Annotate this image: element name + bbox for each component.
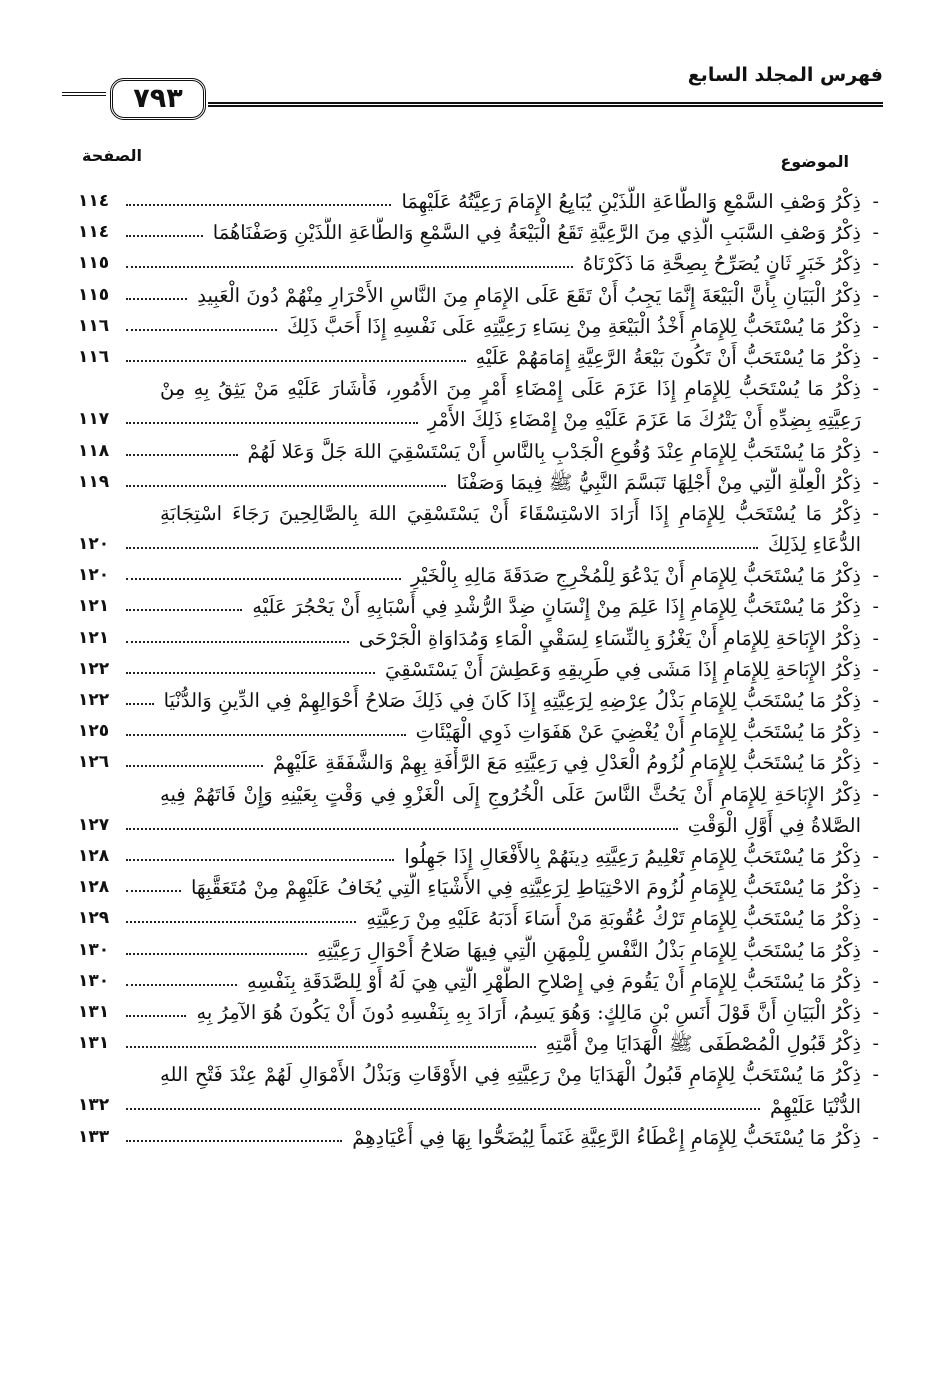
entry-text: ذِكْرُ مَا يُسْتَحَبُّ لِلإِمَامِ تَرْكُ عُقُوبَةِ مَنْ أَسَاءَ أَدَبَهُ عَلَيْهِ مِنْ رَعِيَّتِهِ bbox=[366, 907, 861, 931]
dot-leader bbox=[126, 454, 238, 456]
entry-text: ذِكْرُ مَا يُسْتَحَبُّ لِلإِمَامِ قَبُولُ الْهَدَايَا مِنْ رَعِيَّتِهِ فِي الأَوْقَاتِ وَبَذْلُ الأَمْوَالِ لَهُمْ عِنْدَ فَتْحِ اللهِ الدُّنْيَا عَلَيْهِمْ bbox=[160, 1063, 861, 1118]
entry-bullet: - bbox=[872, 378, 879, 400]
index-entry bbox=[0, 311, 941, 342]
index-entry bbox=[0, 186, 941, 217]
entry-page-number: ١١٦ bbox=[78, 346, 110, 367]
entry-text: ذِكْرُ الْبَيَانِ بِأَنَّ الْبَيْعَةَ إِنَّمَا يَجِبُ أَنْ تَقَعَ عَلَى الإِمَامِ مِنَ النَّاسِ الأَحْرَارِ مِنْهُمْ دُونَ الْعَبِيدِ bbox=[197, 283, 861, 307]
entry-text: ذِكْرُ مَا يُسْتَحَبُّ لِلإِمَامِ إِعْطَاءُ الرَّعِيَّةِ غَنَماً لِيُضَحُّوا بِهَا فِي أَعْيَادِهِمْ bbox=[352, 1125, 861, 1149]
entry-page-number: ١٢٩ bbox=[78, 908, 110, 929]
entry-text: ذِكْرُ مَا يُسْتَحَبُّ لِلإِمَامِ إِذَا أَرَادَ الاسْتِسْقَاءَ أَنْ يَسْتَسْقِيَ اللهَ بِالصَّالِحِينَ رَجَاءَ اسْتِجَابَةِ الدُّعَاءِ لِذَلِكَ bbox=[160, 501, 861, 557]
entry-text: ذِكْرُ الْعِلَّةِ الَّتِي مِنْ أَجْلِهَا تَبَسَّمَ النَّبِيُّ ﷺ فِيمَا وَصَفْنَا bbox=[456, 470, 861, 494]
dot-leader bbox=[126, 921, 356, 923]
entry-page-number: ١٣٢ bbox=[78, 1095, 110, 1116]
entry-page-number: ١٣١ bbox=[78, 1001, 110, 1022]
entry-text: ذِكْرُ مَا يُسْتَحَبُّ أَنْ تَكُونَ بَيْعَةُ الرَّعِيَّةِ إِمَامَهُمْ عَلَيْهِ bbox=[475, 345, 861, 369]
entry-page-number: ١١٧ bbox=[78, 409, 110, 430]
index-entry bbox=[0, 373, 941, 435]
entry-page-number: ١١٥ bbox=[78, 253, 110, 274]
dot-leader bbox=[126, 734, 406, 736]
dot-leader bbox=[126, 204, 391, 206]
entry-bullet: - bbox=[872, 191, 879, 212]
dot-leader bbox=[126, 547, 758, 549]
index-entry bbox=[0, 966, 941, 997]
entry-bullet: - bbox=[872, 222, 879, 244]
dot-leader bbox=[126, 329, 277, 331]
index-entry bbox=[0, 498, 941, 560]
entry-page-number: ١٢٨ bbox=[78, 877, 110, 898]
entry-page-number: ١٢٦ bbox=[78, 752, 110, 773]
dot-leader bbox=[126, 765, 263, 767]
dot-leader bbox=[126, 984, 237, 986]
entry-bullet: - bbox=[872, 565, 879, 587]
index-entry bbox=[0, 1122, 941, 1153]
index-entries bbox=[0, 186, 941, 1153]
entry-bullet: - bbox=[872, 783, 879, 805]
index-entry bbox=[0, 654, 941, 685]
entry-bullet: - bbox=[872, 845, 879, 867]
index-entry bbox=[0, 1059, 941, 1121]
index-entry bbox=[0, 841, 941, 872]
entry-bullet: - bbox=[872, 1064, 879, 1086]
index-entry bbox=[0, 248, 941, 279]
entry-text: ذِكْرُ مَا يُسْتَحَبُّ لِلإِمَامِ لُزُومَ الاحْتِيَاطِ لِرَعِيَّتِهِ فِي الأَشْيَاءِ الَّتِي يُخَافُ عَلَيْهِمْ مِنْ مُتَعَقَّبِهَا bbox=[190, 876, 861, 900]
index-entry bbox=[0, 997, 941, 1028]
entry-page-number: ١٣١ bbox=[78, 1033, 110, 1054]
entry-page-number: ١٢٢ bbox=[78, 658, 110, 679]
entry-page-number: ١١٤ bbox=[78, 191, 110, 211]
dot-leader bbox=[126, 422, 418, 424]
entry-page-number: ١٣٣ bbox=[78, 1126, 110, 1147]
index-entry bbox=[0, 779, 941, 841]
entry-text: ذِكْرُ مَا يُسْتَحَبُّ لِلإِمَامِ عِنْدَ وُقُوعِ الْجَدْبِ بِالنَّاسِ أَنْ يَسْتَسْقِيَ اللهَ جَلَّ وَعَلا لَهُمْ bbox=[247, 439, 861, 463]
entry-text: ذِكْرُ مَا يُسْتَحَبُّ لِلإِمَامِ لُزُومُ الْعَدْلِ فِي رَعِيَّتِهِ مَعَ الرَّأْفَةِ بِهِمْ وَالشَّفَقَةِ عَلَيْهِمْ bbox=[272, 751, 861, 775]
entry-text: ذِكْرُ مَا يُسْتَحَبُّ لِلإِمَامِ تَعْلِيمُ رَعِيَّتِهِ دِينَهُمْ بِالأَفْعَالِ إِذَا جَهِلُوا bbox=[404, 844, 861, 868]
entry-page-number: ١٢٥ bbox=[78, 721, 110, 742]
entry-text: ذِكْرُ مَا يُسْتَحَبُّ لِلإِمَامِ أَنْ يَدْعُوَ لِلْمُخْرِجِ صَدَقَةَ مَالِهِ بِالْخَيْرِ bbox=[411, 564, 861, 588]
dot-leader bbox=[126, 1046, 536, 1048]
entry-page-number: ١٢٠ bbox=[78, 565, 110, 586]
index-entry bbox=[0, 467, 941, 498]
index-entry bbox=[0, 872, 941, 903]
header-rule-right bbox=[208, 102, 883, 111]
entry-bullet: - bbox=[872, 1001, 879, 1023]
entry-text: ذِكْرُ مَا يُسْتَحَبُّ لِلإِمَامِ بَذْلُ النَّفْسِ لِلْمِهَنِ الَّتِي فِيهَا صَلاحُ أَحْوَالِ رَعِيَّتِهِ bbox=[317, 938, 861, 962]
entry-page-number: ١١٦ bbox=[78, 315, 110, 336]
entry-bullet: - bbox=[872, 440, 879, 462]
entry-page-number: ١٢٨ bbox=[78, 845, 110, 866]
index-entry bbox=[0, 747, 941, 778]
index-entry bbox=[0, 280, 941, 311]
entry-page-number: ١٢١ bbox=[78, 596, 110, 617]
index-entry bbox=[0, 436, 941, 467]
dot-leader bbox=[126, 953, 307, 955]
dot-leader bbox=[126, 890, 181, 892]
entry-page-number: ١٣٠ bbox=[78, 939, 110, 960]
dot-leader bbox=[126, 609, 242, 611]
column-heading-page: الصفحة bbox=[82, 146, 143, 165]
dot-leader bbox=[126, 1108, 760, 1110]
entry-text: ذِكْرُ الإِبَاحَةِ لِلإِمَامِ أَنْ يَحُثَّ النَّاسَ عَلَى الْخُرُوجِ إِلَى الْغَزْوِ فِي وَقْتٍ بِعَيْنِهِ وَإِنْ فَاتَهُمْ فِيهِ الصَّلاةُ فِي أَوَّلِ الْوَقْتِ bbox=[160, 782, 861, 837]
entry-text: ذِكْرُ مَا يُسْتَحَبُّ لِلإِمَامِ أَنْ يَقُومَ فِي إِصْلاحِ الطُّهْرِ الَّتِي هِيَ لَهُ أَوْ لِلصَّدَقَةِ بِنَفْسِهِ bbox=[246, 969, 861, 993]
entry-bullet: - bbox=[872, 752, 879, 774]
entry-text: ذِكْرُ خَبَرٍ ثَانٍ يُصَرِّحُ بِصِحَّةِ مَا ذَكَرْنَاهُ bbox=[582, 252, 861, 276]
entry-text: ذِكْرُ قَبُولِ الْمُصْطَفَى ﷺ الْهَدَايَا مِنْ أُمَّتِهِ bbox=[545, 1032, 861, 1056]
entry-bullet: - bbox=[872, 1126, 879, 1148]
entry-bullet: - bbox=[872, 690, 879, 712]
entry-text: ذِكْرُ وَصْفِ السَّمْعِ وَالطَّاعَةِ اللَّذَيْنِ يُبَايِعُ الإِمَامَ رَعِيَّتُهُ عَلَيْهِمَا bbox=[401, 190, 861, 213]
entry-bullet: - bbox=[872, 502, 879, 524]
entry-text: ذِكْرُ الإِبَاحَةِ لِلإِمَامِ أَنْ يَغْزُوَ بِالنِّسَاءِ لِسَقْيِ الْمَاءِ وَمُدَاوَاةِ الْجَرْحَى bbox=[358, 626, 861, 650]
entry-bullet: - bbox=[872, 721, 879, 743]
entry-bullet: - bbox=[872, 253, 879, 275]
entry-text: ذِكْرُ وَصْفِ السَّبَبِ الَّذِي مِنَ الرَّعِيَّةِ تَقَعُ الْبَيْعَةُ فِي السَّمْعِ وَالطَّاعَةِ اللَّذَيْنِ وَصَفْنَاهُمَا bbox=[212, 221, 861, 245]
running-title: فهرس المجلد السابع bbox=[687, 64, 883, 86]
entry-page-number: ١٢١ bbox=[78, 627, 110, 648]
entry-page-number: ١٢٧ bbox=[78, 814, 110, 835]
index-entry bbox=[0, 591, 941, 622]
index-entry bbox=[0, 560, 941, 591]
dot-leader bbox=[126, 641, 349, 643]
entry-bullet: - bbox=[872, 1033, 879, 1055]
dot-leader bbox=[126, 859, 394, 861]
dot-leader bbox=[126, 828, 678, 830]
entry-page-number: ١١٤ bbox=[78, 222, 110, 243]
entry-text: ذِكْرُ الإِبَاحَةِ لِلإِمَامِ إِذَا مَشَى فِي طَرِيقِهِ وَعَطِشَ أَنْ يَسْتَسْقِيَ bbox=[384, 657, 861, 681]
index-entry bbox=[0, 935, 941, 966]
dot-leader bbox=[126, 703, 154, 705]
entry-page-number: ١١٨ bbox=[78, 440, 110, 461]
entry-bullet: - bbox=[872, 939, 879, 961]
entry-bullet: - bbox=[872, 627, 879, 649]
entry-text: ذِكْرُ مَا يُسْتَحَبُّ لِلإِمَامِ أَخْذُ الْبَيْعَةِ مِنْ نِسَاءِ رَعِيَّتِهِ عَلَى نَفْسِهِ إِذَا أَحَبَّ ذَلِكَ bbox=[286, 314, 861, 338]
entry-page-number: ١٢٠ bbox=[78, 534, 110, 555]
dot-leader bbox=[126, 235, 203, 237]
entry-bullet: - bbox=[872, 471, 879, 493]
index-entry bbox=[0, 217, 941, 248]
header-rule-left bbox=[62, 92, 106, 99]
entry-bullet: - bbox=[872, 284, 879, 306]
dot-leader bbox=[126, 1015, 186, 1017]
index-entry bbox=[0, 623, 941, 654]
dot-leader bbox=[126, 266, 573, 268]
dot-leader bbox=[126, 485, 446, 487]
entry-text: ذِكْرُ مَا يُسْتَحَبُّ لِلإِمَامِ إِذَا عَزَمَ عَلَى إِمْضَاءِ أَمْرٍ مِنَ الأُمُورِ، فَأَشَارَ عَلَيْهِ مَنْ يَثِقُ بِهِ مِنْ رَعِيَّتِهِ بِضِدِّهِ أَنْ يَتْرُكَ مَا عَزَمَ عَلَيْهِ مِنْ إِمْضَاءِ ذَلِكَ الأَمْرِ bbox=[160, 377, 861, 432]
dot-leader bbox=[126, 672, 375, 674]
entry-page-number: ١٢٢ bbox=[78, 690, 110, 711]
dot-leader bbox=[126, 360, 466, 362]
entry-bullet: - bbox=[872, 908, 879, 930]
page-number: ٧٩٣ bbox=[110, 78, 206, 120]
dot-leader bbox=[126, 578, 401, 580]
entry-text: ذِكْرُ الْبَيَانِ أَنَّ قَوْلَ أَنَسِ بْنِ مَالِكٍ: وَهُوَ يَسِمُ، أَرَادَ بِهِ بِنَفْسِهِ دُونَ أَنْ يَكُونَ هُوَ الآمِرُ بِهِ bbox=[196, 1000, 861, 1024]
dot-leader bbox=[126, 1140, 342, 1142]
column-heading-topic: الموضوع bbox=[780, 152, 849, 171]
entry-bullet: - bbox=[872, 596, 879, 618]
index-entry bbox=[0, 685, 941, 716]
entry-text: ذِكْرُ مَا يُسْتَحَبُّ لِلإِمَامِ بَذْلُ عِرْضِهِ لِرَعِيَّتِهِ إِذَا كَانَ فِي ذَلِكَ صَلاحُ أَحْوَالِهِمْ فِي الدِّينِ وَالدُّنْيَا bbox=[163, 689, 861, 713]
entry-bullet: - bbox=[872, 658, 879, 680]
index-entry bbox=[0, 716, 941, 747]
dot-leader bbox=[126, 298, 187, 300]
entry-bullet: - bbox=[872, 315, 879, 337]
entry-bullet: - bbox=[872, 877, 879, 899]
index-entry bbox=[0, 1028, 941, 1059]
index-entry bbox=[0, 903, 941, 934]
entry-bullet: - bbox=[872, 346, 879, 368]
page-header bbox=[62, 64, 883, 130]
index-entry bbox=[0, 342, 941, 373]
entry-text: ذِكْرُ مَا يُسْتَحَبُّ لِلإِمَامِ أَنْ يُغْضِيَ عَنْ هَفَوَاتِ ذَوِي الْهَيْئَاتِ bbox=[415, 720, 861, 744]
entry-page-number: ١١٩ bbox=[78, 471, 110, 492]
entry-page-number: ١٣٠ bbox=[78, 970, 110, 991]
entry-page-number: ١١٥ bbox=[78, 284, 110, 305]
entry-bullet: - bbox=[872, 970, 879, 992]
entry-text: ذِكْرُ مَا يُسْتَحَبُّ لِلإِمَامِ إِذَا عَلِمَ مِنْ إِنْسَانٍ ضِدَّ الرُّشْدِ فِي أَسْبَابِهِ أَنْ يَحْجُرَ عَلَيْهِ bbox=[252, 595, 861, 619]
